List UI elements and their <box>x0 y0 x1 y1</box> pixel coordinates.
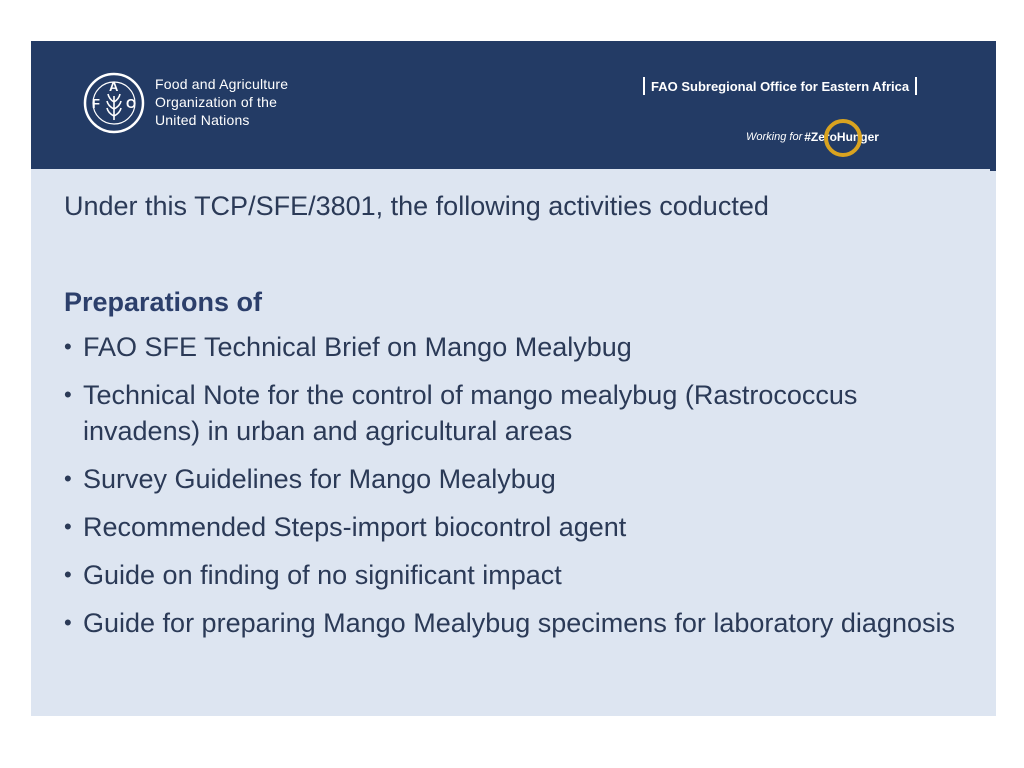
zerohunger-ring-icon <box>822 118 864 158</box>
fao-logo-icon <box>83 72 145 134</box>
list-item-text: Technical Note for the control of mango mealybug (Rastrococcus invadens) in urban and agricultural areas <box>83 380 858 446</box>
zerohunger-tag <box>804 130 879 144</box>
bullet-list <box>64 329 966 641</box>
org-name <box>155 75 288 129</box>
list-item <box>64 329 966 365</box>
bullet-icon: • <box>64 382 72 407</box>
emblem-letter-f: F <box>92 96 100 111</box>
org-line: United Nations <box>155 112 250 128</box>
org-line: Organization of the <box>155 94 278 110</box>
separator <box>915 77 917 95</box>
list-item-text: FAO SFE Technical Brief on Mango Mealybug <box>83 332 632 362</box>
header-edge <box>990 169 996 171</box>
bullet-icon: • <box>64 610 72 635</box>
zerohunger-prefix: Working for <box>746 131 803 143</box>
org-line: Food and Agriculture <box>155 76 289 92</box>
section-heading: Preparations of <box>64 287 263 317</box>
list-item-text: Guide on finding of no significant impact <box>83 560 562 590</box>
emblem-letter-a: A <box>109 79 119 94</box>
office-title <box>637 77 923 95</box>
list-item-text: Survey Guidelines for Mango Mealybug <box>83 464 556 494</box>
list-item <box>64 461 966 497</box>
separator <box>643 77 645 95</box>
header-banner <box>31 41 996 169</box>
zerohunger-tag-text: #ZeroHunger <box>804 130 879 144</box>
slide <box>31 41 996 716</box>
emblem-letter-o: O <box>126 96 137 111</box>
bullet-icon: • <box>64 334 72 359</box>
list-item <box>64 557 966 593</box>
bullet-icon: • <box>64 514 72 539</box>
list-item-text: Recommended Steps-import biocontrol agent <box>83 512 627 542</box>
slide-content <box>64 189 966 653</box>
bullet-icon: • <box>64 562 72 587</box>
bullet-icon: • <box>64 466 72 491</box>
office-label: FAO Subregional Office for Eastern Africa <box>651 78 910 94</box>
list-item-text: Guide for preparing Mango Mealybug specimens for laboratory diagnosis <box>83 608 955 638</box>
list-item <box>64 509 966 545</box>
zerohunger-logo <box>746 117 879 157</box>
intro-text: Under this TCP/SFE/3801, the following activities coducted <box>64 191 769 221</box>
list-item <box>64 377 966 449</box>
list-item <box>64 605 966 641</box>
